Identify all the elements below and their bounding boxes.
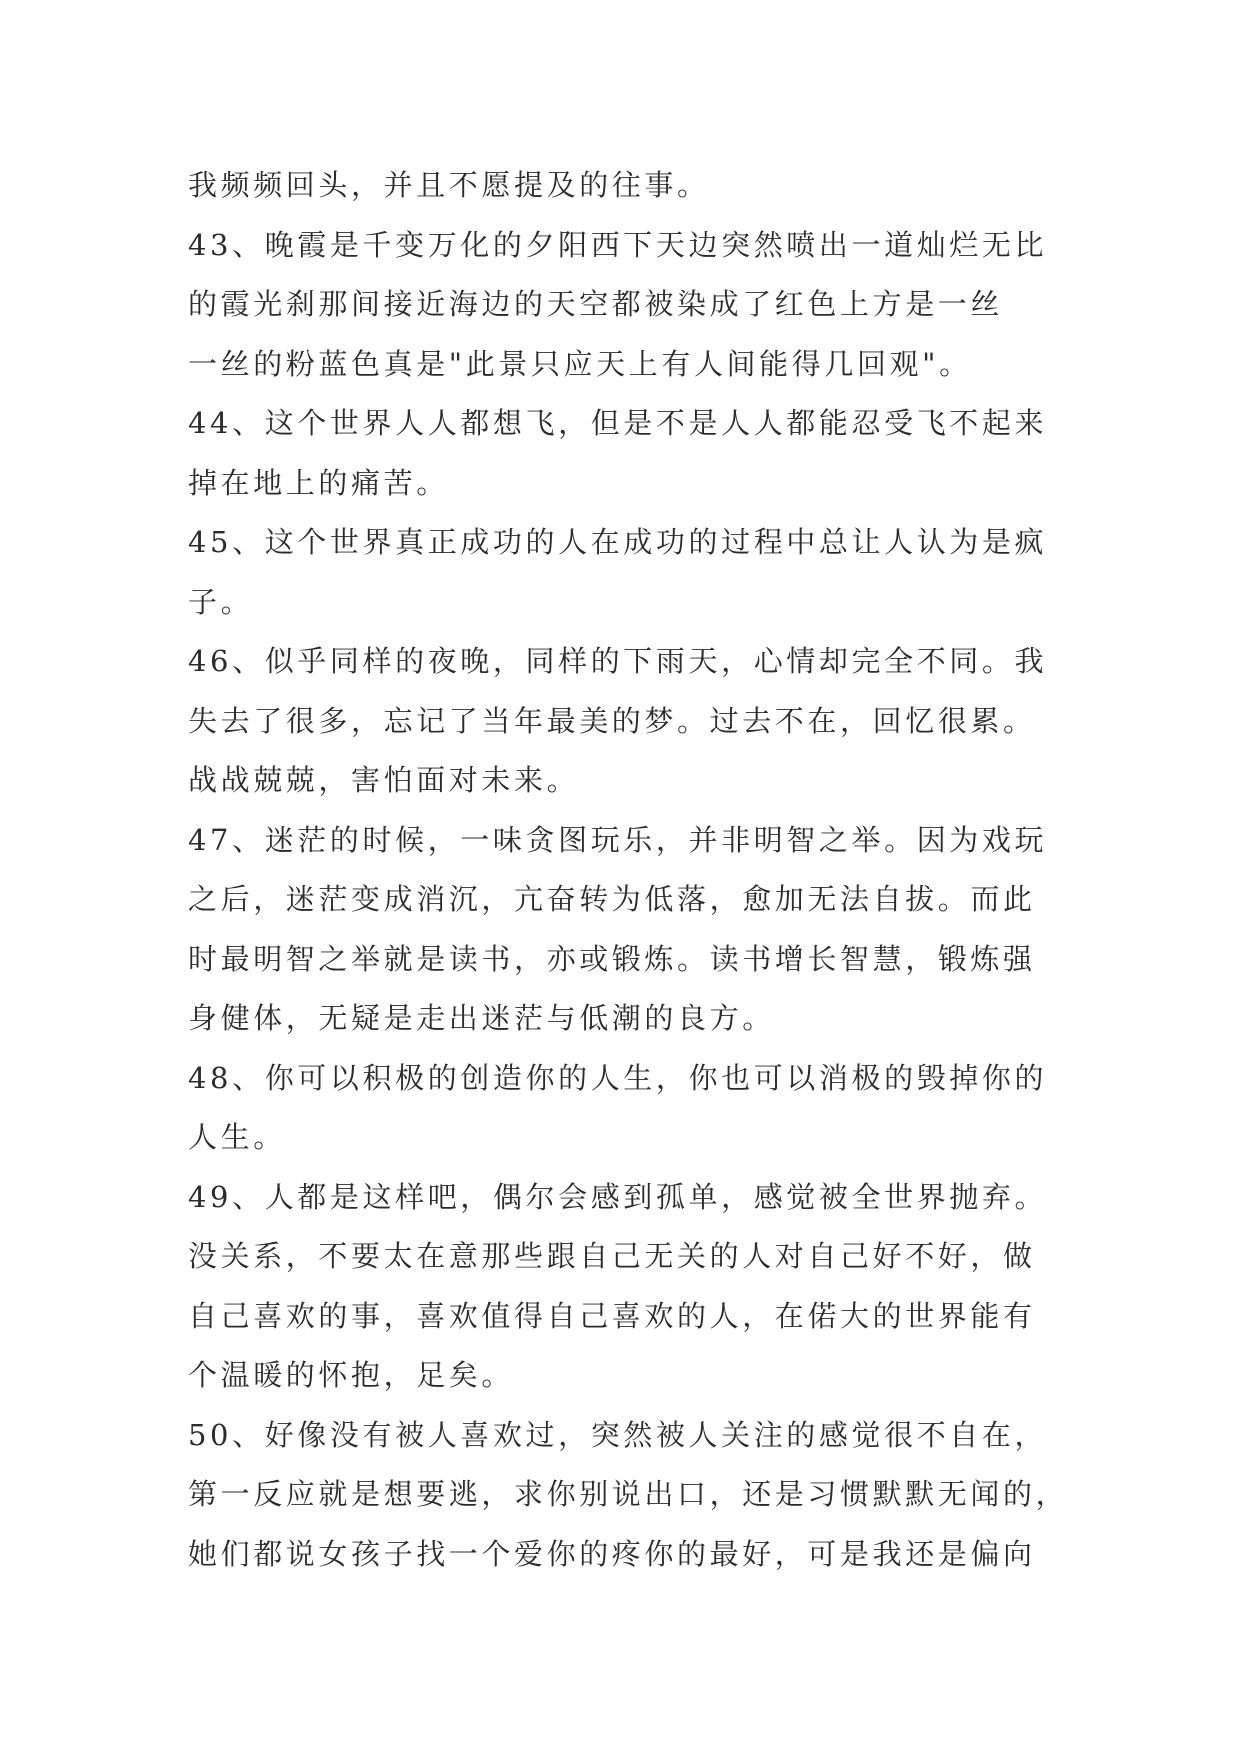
text-line: 49、人都是这样吧，偶尔会感到孤单，感觉被全世界抛弃。 bbox=[188, 1179, 1048, 1214]
text-line: 我频频回头，并且不愿提及的往事。 bbox=[188, 168, 710, 202]
text-line: 43、晚霞是千变万化的夕阳西下天边突然喷出一道灿烂无比 bbox=[188, 227, 1048, 262]
text-line: 46、似乎同样的夜晚，同样的下雨天，心情却完全不同。我 bbox=[188, 644, 1048, 678]
text-line: 时最明智之举就是读书，亦或锻炼。读书增长智慧，锻炼强 bbox=[188, 941, 1036, 976]
text-line: 第一反应就是想要逃，求你别说出口，还是习惯默默无闻的， bbox=[188, 1477, 1069, 1511]
text-line: 44、这个世界人人都想飞，但是不是人人都能忍受飞不起来 bbox=[188, 406, 1048, 440]
text-line: 47、迷茫的时候，一味贪图玩乐，并非明智之举。因为戏玩 bbox=[188, 822, 1048, 857]
text-line: 48、你可以积极的创造你的人生，你也可以消极的毁掉你的 bbox=[188, 1060, 1048, 1095]
text-line: 失去了很多，忘记了当年最美的梦。过去不在，回忆很累。 bbox=[188, 703, 1036, 738]
text-line: 人生。 bbox=[188, 1120, 286, 1154]
text-line: 一丝的粉蓝色真是"此景只应天上有人间能得几回观"。 bbox=[188, 346, 972, 381]
text-line: 的霞光刹那间接近海边的天空都被染成了红色上方是一丝 bbox=[188, 287, 1004, 321]
text-line: 子。 bbox=[188, 584, 254, 619]
text-line: 她们都说女孩子找一个爱你的疼你的最好，可是我还是偏向 bbox=[188, 1536, 1036, 1571]
body-text bbox=[188, 156, 1068, 1584]
text-line: 身健体，无疑是走出迷茫与低潮的良方。 bbox=[188, 1001, 775, 1035]
text-line: 战战兢兢，害怕面对未来。 bbox=[188, 763, 580, 797]
text-line: 没关系，不要太在意那些跟自己无关的人对自己好不好，做 bbox=[188, 1239, 1036, 1273]
text-line: 之后，迷茫变成消沉，亢奋转为低落，愈加无法自拔。而此 bbox=[188, 882, 1036, 916]
text-line: 个温暖的怀抱，足矣。 bbox=[188, 1358, 515, 1392]
text-line: 自己喜欢的事，喜欢值得自己喜欢的人，在偌大的世界能有 bbox=[188, 1298, 1036, 1333]
text-line: 45、这个世界真正成功的人在成功的过程中总让人认为是疯 bbox=[188, 525, 1048, 559]
text-line: 50、好像没有被人喜欢过，突然被人关注的感觉很不自在， bbox=[188, 1417, 1048, 1452]
text-line: 掉在地上的痛苦。 bbox=[188, 465, 449, 500]
